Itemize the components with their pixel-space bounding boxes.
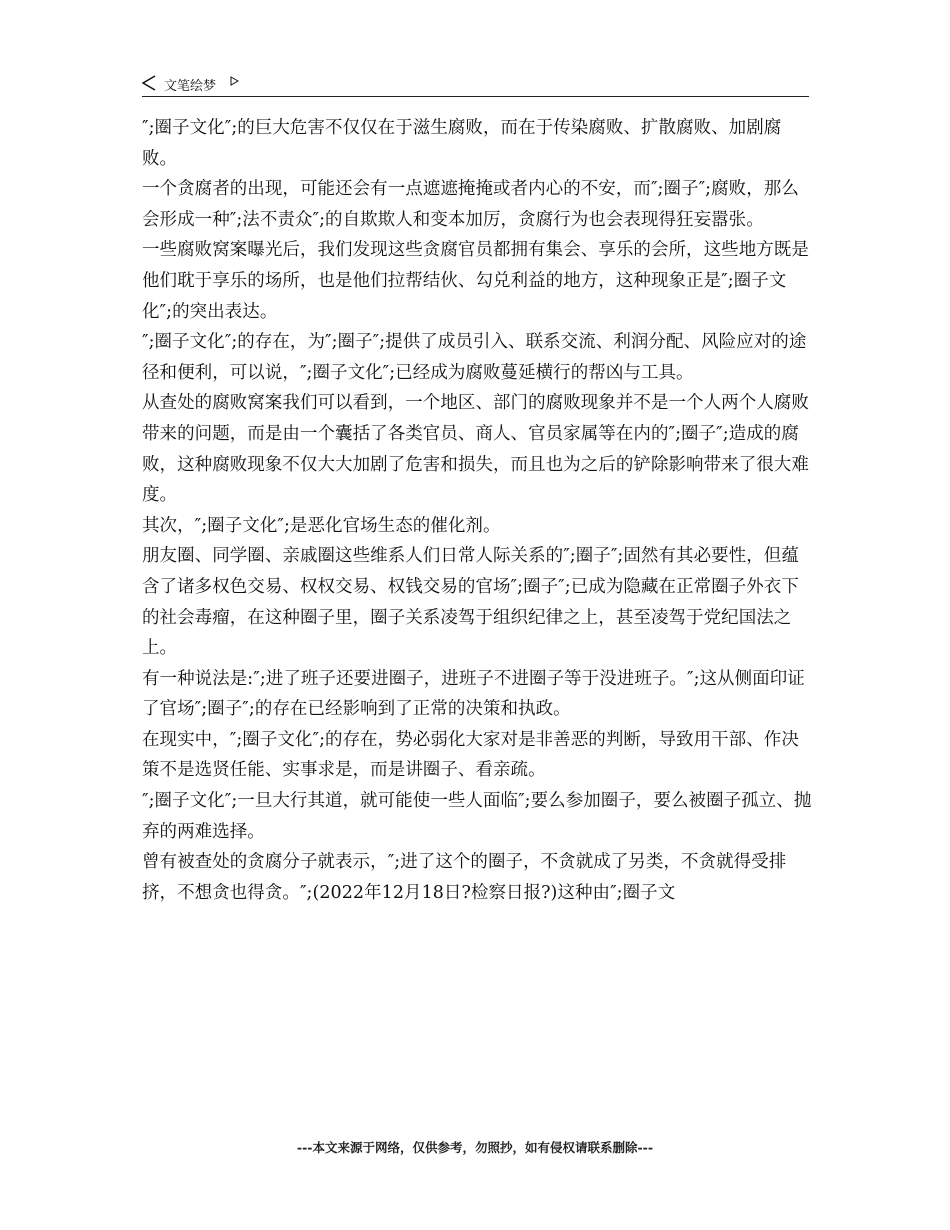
paragraph: 朋友圈、同学圈、亲戚圈这些维系人们日常人际关系的″;圈子″;固然有其必要性，但蕴含了诸多权色交易、权权交易、权钱交易的官场″;圈子″;已成为隐藏在正常圈子外衣下的社会毒瘤，在这种圈子里，圈子关系凌驾于组织纪律之上，甚至凌驾于党纪国法之上。 [142,546,799,659]
page-header [142,72,809,97]
header-brand: 文笔绘梦 [164,79,217,94]
paragraph: ″;圈子文化″;的巨大危害不仅仅在于滋生腐败，而在于传染腐败、扩散腐败、加剧腐败。 [142,118,782,169]
footer-notice: ---本文来源于网络，仅供参考，勿照抄，如有侵权请联系删除--- [296,1140,654,1155]
paragraph: 在现实中，″;圈子文化″;的存在，势必弱化大家对是非善恶的判断，导致用干部、作决策不是选贤任能、实事求是，而是讲圈子、看亲疏。 [142,729,799,781]
paragraph: 曾有被查处的贪腐分子就表示，″;进了这个的圈子，不贪就成了另类，不贪就得受排挤，不想贪也得贪。″;(2022年12月18日?检察日报?)这种由″;圈子文 [142,852,787,903]
paragraph: 一个贪腐者的出现，可能还会有一点遮遮掩掩或者内心的不安，而″;圈子″;腐败，那么会形成一种″;法不责众″;的自欺欺人和变本加厉，贪腐行为也会表现得狂妄嚣张。 [142,179,799,230]
paragraph: 从查处的腐败窝案我们可以看到，一个地区、部门的腐败现象并不是一个人两个人腐败带来的问题，而是由一个囊括了各类官员、商人、官员家属等在内的″;圈子″;造成的腐败，这种腐败现象不仅大大加剧了危害和损失，而且也为之后的铲除影响带来了很大难度。 [142,393,809,506]
document-body [142,113,812,908]
left-triangle-icon [142,75,156,91]
right-triangle-icon [230,76,239,86]
paragraph: ″;圈子文化″;一旦大行其道，就可能使一些人面临″;要么参加圈子，要么被圈子孤立、抛弃的两难选择。 [142,791,812,842]
paragraph: ″;圈子文化″;的存在，为″;圈子″;提供了成员引入、联系交流、利润分配、风险应对的途径和便利，可以说，″;圈子文化″;已经成为腐败蔓延横行的帮凶与工具。 [142,332,807,383]
paragraph: 一些腐败窝案曝光后，我们发现这些贪腐官员都拥有集会、享乐的会所，这些地方既是他们耽于享乐的场所，也是他们拉帮结伙、勾兑利益的地方，这种现象正是″;圈子文化″;的突出表达。 [142,240,809,322]
paragraph: 有一种说法是:″;进了班子还要进圈子，进班子不进圈子等于没进班子。″;这从侧面印证了官场″;圈子″;的存在已经影响到了正常的决策和执政。 [142,668,805,720]
paragraph: 其次，″;圈子文化″;是恶化官场生态的催化剂。 [142,515,501,536]
